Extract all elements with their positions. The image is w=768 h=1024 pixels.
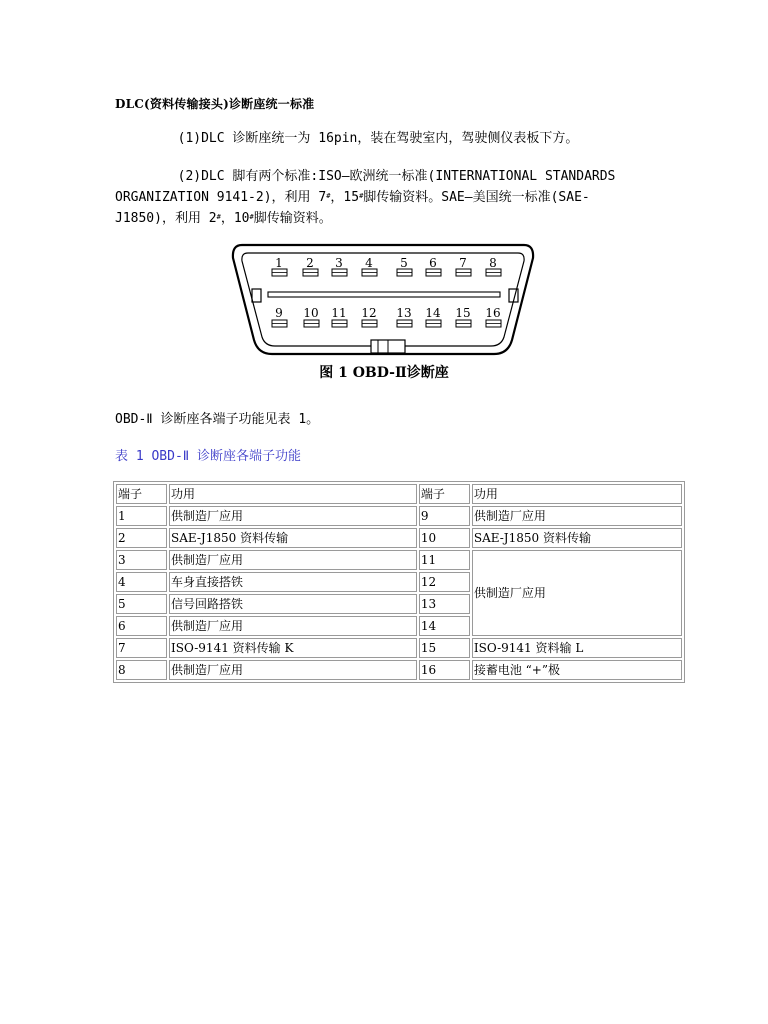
pin-header-b: 端子 xyxy=(419,484,470,504)
standards-line-3a: J1850)，利用 2 xyxy=(115,211,217,226)
bottom-pin-label: 13 xyxy=(396,306,412,320)
bottom-pin-label: 9 xyxy=(275,306,283,320)
function-header-a: 功用 xyxy=(169,484,417,504)
table-row xyxy=(116,660,682,680)
table-row xyxy=(116,506,682,526)
pin-function-cell: 接蓄电池 “+”极 xyxy=(472,660,682,680)
function-header-b: 功用 xyxy=(472,484,682,504)
pin-number-cell: 12 xyxy=(419,572,470,592)
pin-function-cell: 供制造厂应用 xyxy=(472,506,682,526)
paragraph-standards xyxy=(115,166,615,229)
pin-header-a: 端子 xyxy=(116,484,167,504)
top-pin-label: 6 xyxy=(429,256,437,270)
pin-mark: # xyxy=(326,192,331,200)
pin-number-cell: 2 xyxy=(116,528,167,548)
standards-line-2b: ，15 xyxy=(330,190,360,205)
paragraph-pin-count xyxy=(115,128,578,149)
table-reference-text: OBD-Ⅱ 诊断座各端子功能见表 1。 xyxy=(115,412,320,427)
standards-line-3c: 脚传输资料。 xyxy=(253,211,332,226)
bottom-pin-label: 10 xyxy=(303,306,319,320)
pin-number-cell: 10 xyxy=(419,528,470,548)
connector-inner-outline xyxy=(242,253,524,346)
pin-number-cell: 14 xyxy=(419,616,470,636)
pin-mark: # xyxy=(216,213,221,221)
standards-line-2a: ORGANIZATION 9141-2)，利用 7 xyxy=(115,190,327,205)
pin-function-table xyxy=(113,481,685,683)
pin-number-cell: 5 xyxy=(116,594,167,614)
pin-mark: # xyxy=(249,213,254,221)
standards-line-3b: ，10 xyxy=(220,211,250,226)
pin-number-cell: 3 xyxy=(116,550,167,570)
standards-line-2c: 脚传输资料。SAE—美国统一标准(SAE- xyxy=(363,190,590,205)
top-pin-label: 5 xyxy=(400,256,408,270)
top-pin-label: 3 xyxy=(335,256,343,270)
figure-caption: 图 1 OBD-Ⅱ诊断座 xyxy=(319,365,449,381)
bottom-pin-label: 16 xyxy=(485,306,501,320)
pin-number-cell: 13 xyxy=(419,594,470,614)
pin-function-cell: SAE-J1850 资料传输 xyxy=(472,528,682,548)
paragraph-pin-count-text: (1)DLC 诊断座统一为 16pin，装在驾驶室内，驾驶侧仪表板下方。 xyxy=(177,131,579,146)
pin-function-cell: 供制造厂应用 xyxy=(169,506,417,526)
pin-function-cell: 供制造厂应用 xyxy=(169,550,417,570)
pin-mark: # xyxy=(359,192,364,200)
pin-function-cell-merged: 供制造厂应用 xyxy=(472,550,682,636)
table-title: 表 1 OBD-Ⅱ 诊断座各端子功能 xyxy=(115,449,302,464)
top-pin-label: 2 xyxy=(306,256,314,270)
standards-line-1: (2)DLC 脚有两个标准:ISO—欧洲统一标准(INTERNATIONAL STANDARDS xyxy=(177,169,616,184)
pin-function-cell: 供制造厂应用 xyxy=(169,660,417,680)
pin-number-cell: 16 xyxy=(419,660,470,680)
bottom-pin-label: 14 xyxy=(425,306,441,320)
pin-number-cell: 9 xyxy=(419,506,470,526)
table-row xyxy=(116,638,682,658)
left-key-slot xyxy=(252,289,261,302)
bottom-pin-label: 15 xyxy=(455,306,471,320)
document-title: DLC(资料传输接头)诊断座统一标准 xyxy=(115,97,315,111)
center-divider xyxy=(268,292,500,297)
pin-function-cell: 供制造厂应用 xyxy=(169,616,417,636)
top-pin-label: 7 xyxy=(459,256,467,270)
pin-function-cell: ISO-9141 资料输 L xyxy=(472,638,682,658)
top-pin-label: 4 xyxy=(365,256,373,270)
pin-number-cell: 6 xyxy=(116,616,167,636)
table-row xyxy=(116,550,682,570)
pin-number-cell: 4 xyxy=(116,572,167,592)
top-pin-label: 1 xyxy=(275,256,283,270)
bottom-pin-label: 11 xyxy=(331,306,347,320)
pin-number-cell: 7 xyxy=(116,638,167,658)
top-pin-label: 8 xyxy=(489,256,497,270)
table-row xyxy=(116,528,682,548)
pin-function-cell: 车身直接搭铁 xyxy=(169,572,417,592)
pin-function-cell: SAE-J1850 资料传输 xyxy=(169,528,417,548)
pin-number-cell: 11 xyxy=(419,550,470,570)
pin-number-cell: 1 xyxy=(116,506,167,526)
table-header-row xyxy=(116,484,682,504)
pin-function-cell: ISO-9141 资料传输 K xyxy=(169,638,417,658)
pin-number-cell: 15 xyxy=(419,638,470,658)
pin-number-cell: 8 xyxy=(116,660,167,680)
pin-function-cell: 信号回路搭铁 xyxy=(169,594,417,614)
bottom-pin-label: 12 xyxy=(361,306,377,320)
